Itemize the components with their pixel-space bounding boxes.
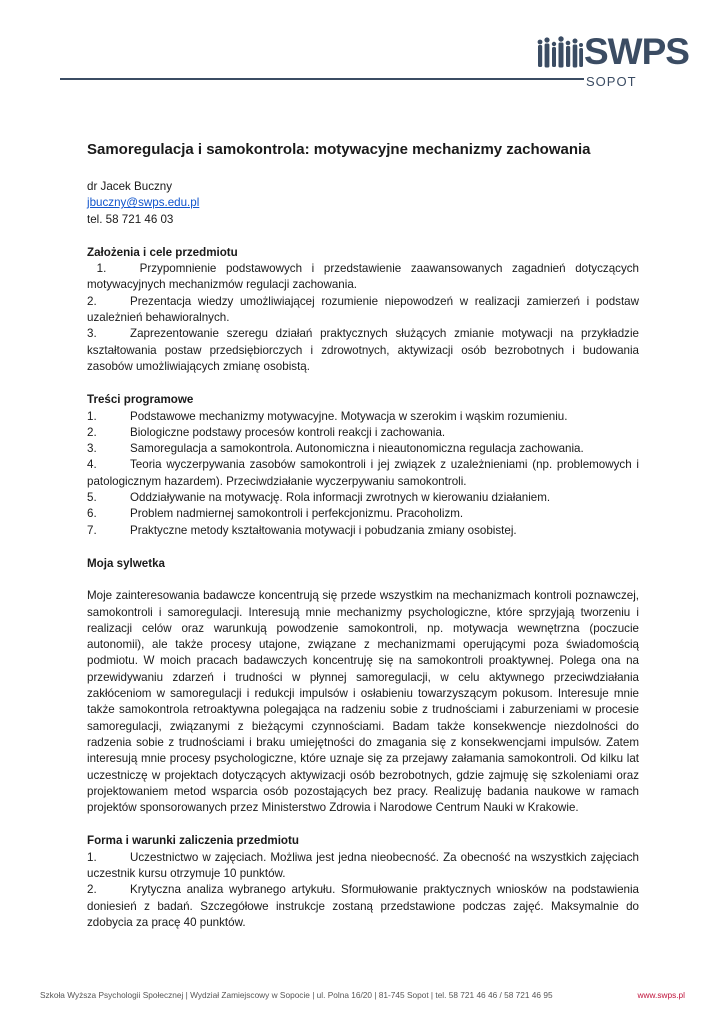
document-content [87,140,639,931]
program-item-text: Samoregulacja a samokontrola. Autonomiczna i nieautonomiczna regulacja zachowania. [130,442,584,456]
goals-item-text: Prezentacja wiedzy umożliwiającej rozumienie niepowodzeń w realizacji zamierzeń i podstaw uzależnień behawioralnych. [87,294,639,325]
program-item [87,523,639,539]
goals-item-number: 2. [87,294,97,308]
grading-item-text: Uczestnictwo w zajęciach. Możliwa jest jedna nieobecność. Za obecność na wszystkich zajęciach uczestnik kursu otrzymuje 10 punktów. [87,850,639,880]
author-email-link[interactable]: jbuczny@swps.edu.pl [87,196,200,210]
program-item-number: 6. [87,507,97,521]
goals-item-number: 1. [96,262,107,276]
footer-website-link[interactable]: www.swps.pl [637,990,685,1000]
program-item-text: Oddziaływanie na motywację. Rola informacji zwrotnych w kierowaniu działaniem. [130,491,551,505]
program-item-text: Praktyczne metody kształtowania motywacji i pobudzania zmiany osobistej. [130,523,517,537]
document-title: Samoregulacja i samokontrola: motywacyjne mechanizmy zachowania [87,141,591,158]
spacer [87,572,639,588]
program-item-number: 3. [87,442,97,456]
people-silhouettes-icon [536,36,584,70]
program-item-number: 2. [87,425,97,439]
goals-item [87,261,639,294]
author-phone: tel. 58 721 46 03 [87,212,174,226]
program-item [87,441,639,457]
program-item-number: 4. [87,458,97,472]
goals-item [87,294,639,327]
goals-item-text: Zaprezentowanie szeregu działań praktycznych służących zmianie motywacji na przykładzie kształtowania postaw przedsiębiorczych i zdrowotnych, aktywizacji osób bezrobotnych i budowania zasobów umożliwiających zmianę osobistą. [87,327,639,373]
grading-item-number: 2. [87,883,97,897]
program-item [87,425,639,441]
program-item [87,409,639,425]
program-item-text: Podstawowe mechanizmy motywacyjne. Motywacja w szerokim i wąskim rozumieniu. [130,409,568,423]
goals-heading: Założenia i cele przedmiotu [87,245,238,259]
grading-item-number: 1. [87,850,97,864]
program-item-text: Problem nadmiernej samokontroli i perfekcjonizmu. Pracoholizm. [130,507,464,521]
goals-item [87,326,639,375]
program-item-number: 1. [87,409,97,423]
grading-item [87,882,639,931]
grading-item-text: Krytyczna analiza wybranego artykułu. Sformułowanie praktycznych wniosków na podstawienia doniesień z badań. Szczegółowe instrukcje zostaną przedstawione podczas zajęć. Maksymalnie do zdobycia za pracę 40 punktów. [87,883,639,929]
program-item-text: Teoria wyczerpywania zasobów samokontroli i jej związek z uzależnieniami (np. problemowych i patologicznym hazardem). Przeciwdziałanie wyczerpywaniu samokontroli. [87,458,639,488]
goals-item-number: 3. [87,327,97,341]
program-item-text: Biologiczne podstawy procesów kontroli reakcji i zachowania. [130,425,446,439]
header-divider [60,78,584,80]
page-footer [40,990,685,1000]
author-name: dr Jacek Buczny [87,180,173,193]
program-item-number: 5. [87,491,97,505]
footer-address: Szkoła Wyższa Psychologii Społecznej | Wydział Zamiejscowy w Sopocie | ul. Polna 16/20 | 81-745 Sopot | tel. 58 721 46 46 / 58 721 46 95 [40,990,553,1000]
program-item [87,457,639,490]
profile-heading: Moja sylwetka [87,556,165,570]
logo-wordmark: SWPS [584,31,689,72]
program-item-number: 7. [87,523,97,537]
grading-item [87,850,639,883]
program-item [87,490,639,506]
logo-subtitle: SOPOT [586,74,637,89]
grading-heading: Forma i warunki zaliczenia przedmiotu [87,834,299,848]
swps-logo [536,31,689,92]
program-heading: Treści programowe [87,393,194,407]
goals-item-text: Przypomnienie podstawowych i przedstawienie zaawansowanych zagadnień dotyczących motywacyjnych mechanizmów regulacji zachowania. [87,262,639,292]
program-item [87,506,639,522]
profile-text: Moje zainteresowania badawcze koncentrują się przede wszystkim na mechanizmach kontroli poznawczej, samokontroli i samoregulacji. Interesują mnie mechanizmy psychologiczne, które sprzyjają tworzeniu i realizacji celów oraz warunkują powodzenie samokontroli, np. motywacja wewnętrzna (poczucie autonomii), ale także procesy utajone, związane z mechanizmami operującymi poza świadomością podmiotu. W moich pracach badawczych koncentruję się na samokontroli proaktywnej. Polega ona na przewidywaniu zdarzeń i trudności w płynnej samoregulacji, w celu aktywnego przeciwdziałania zakłóceniom w samoregulacji i redukcji impulsów i osłabieniu towarzyszącym pokusom. Interesuje mnie także samokontrola retroaktywna polegająca na radzeniu sobie z trudnościami i zaburzeniami w procesie samoregulacji, związanymi z bieżącymi czynnościami. Badam także konsekwencje niezdolności do radzenia sobie z trudnościami i braku umiejętności do zmagania się z konsekwencjami impulsów. Zatem interesują mnie procesy psychologiczne, które uznaje się za przejawy załamania samokontroli. Od kilku lat uczestniczę w projektach dotyczących aktywizacji osób bezrobotnych, gdzie zajmuję się szkoleniami oraz projektowaniem metod wsparcia osób pozostających bez pracy. Realizuję badania naukowe w ramach projektów sponsorowanych przez Ministerstwo Zdrowia i Narodowe Centrum Nauki w Krakowie. [87,589,639,815]
